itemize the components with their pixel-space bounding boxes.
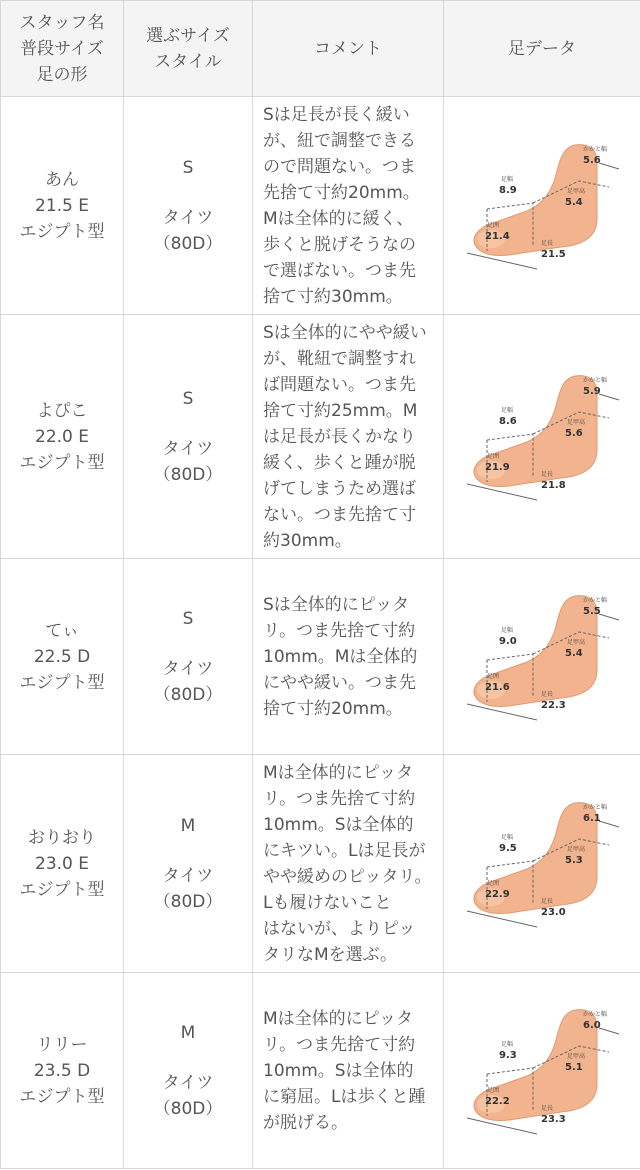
comment-line: にやや緩い。つま先 [263, 672, 416, 693]
spacer [124, 412, 252, 436]
length-label: 足長 [541, 239, 554, 247]
staff-cell [1, 559, 124, 755]
heel-line [599, 163, 619, 169]
staff-cell [1, 973, 124, 1169]
staff-name: リリー [36, 1034, 88, 1055]
denier-label: （80D） [153, 891, 223, 912]
instep-label: 足甲高 [567, 1052, 586, 1060]
foot-width-value: 9.3 [499, 1049, 517, 1061]
comment-line: Lも履けないこと [263, 892, 392, 913]
girth-label: 足囲 [487, 1086, 500, 1094]
girth-label: 足囲 [487, 879, 500, 887]
length-value: 21.5 [541, 248, 566, 260]
comment-line: が脱げる。 [263, 1112, 348, 1133]
instep-label: 足甲高 [567, 187, 586, 195]
foot-diagram [457, 592, 627, 722]
chosen-size: M [180, 815, 196, 836]
denier-label: （80D） [153, 1098, 223, 1119]
heel-line [599, 821, 619, 827]
chosen-size: M [180, 1022, 196, 1043]
comment-line: Mは全体的に緩く、 [263, 208, 414, 229]
foot-data-cell [444, 315, 640, 559]
instep-value: 5.3 [565, 854, 583, 866]
style-label: タイツ [162, 207, 214, 228]
comment-line: Mは全体的にピッタ [263, 1008, 413, 1029]
foot-data-cell [444, 755, 640, 973]
staff-shape: エジプト型 [19, 221, 105, 242]
staff-usual-size: 23.0 E [35, 853, 89, 874]
comment-line: 10mm。Sは全体的 [263, 814, 414, 835]
staff-shape: エジプト型 [19, 672, 105, 693]
girth-value: 21.4 [485, 230, 510, 242]
comment-cell [253, 755, 444, 973]
instep-value: 5.1 [565, 1061, 583, 1073]
staff-usual-size: 22.0 E [35, 426, 89, 447]
comment-line: にキツい。Lは足長が [263, 840, 426, 861]
heel-line [599, 614, 619, 620]
instep-value: 5.6 [565, 427, 583, 439]
table-row [1, 559, 640, 755]
comment-line: ので問題ない。つま [263, 156, 416, 177]
length-label: 足長 [541, 1104, 554, 1112]
staff-name: あん [45, 169, 79, 190]
heel-line [599, 1028, 619, 1034]
comment-line: Sは足長が長く緩い [263, 104, 410, 125]
foot-diagram [457, 799, 627, 929]
table-row [1, 97, 640, 315]
staff-name: てぃ [45, 620, 79, 641]
header-foot-data: 足データ [444, 1, 640, 97]
spacer [124, 181, 252, 205]
girth-value: 22.9 [485, 888, 510, 900]
comment-line: 緩く、歩くと踵が脱 [263, 452, 416, 473]
comment-line: 捨て寸約25mm。M [263, 400, 418, 421]
style-label: タイツ [162, 438, 214, 459]
size-style-cell [124, 973, 253, 1169]
comment-line: で選ばない。つま先 [263, 260, 416, 281]
denier-label: （80D） [153, 684, 223, 705]
staff-shape: エジプト型 [19, 452, 105, 473]
comment-line: ば問題ない。つま先 [263, 374, 416, 395]
length-value: 21.8 [541, 479, 566, 491]
size-style-cell [124, 97, 253, 315]
foot-width-label: 足幅 [501, 406, 514, 414]
staff-shape: エジプト型 [19, 879, 105, 900]
comment-line: やや緩めのピッタリ。 [263, 866, 432, 887]
girth-label: 足囲 [487, 221, 500, 229]
comment-cell [253, 97, 444, 315]
foot-diagram [457, 1006, 627, 1136]
length-label: 足長 [541, 470, 554, 478]
comment-line: が、靴紐で調整すれ [263, 348, 416, 369]
foot-width-label: 足幅 [501, 833, 514, 841]
comment-line: 約30mm。 [263, 530, 352, 551]
heel-width-value: 5.9 [583, 385, 601, 397]
staff-usual-size: 22.5 D [33, 646, 91, 667]
staff-shape: エジプト型 [19, 1086, 105, 1107]
comment-line: 先捨て寸約20mm。 [263, 182, 420, 203]
table-row [1, 973, 640, 1169]
comment-line: 捨て寸約20mm。 [263, 698, 403, 719]
staff-cell [1, 755, 124, 973]
comment-line: Mは全体的にピッタ [263, 762, 413, 783]
comment-line: 歩くと脱げそうなの [263, 234, 416, 255]
header-comment: コメント [253, 1, 444, 97]
chosen-size: S [182, 388, 194, 409]
comment-line: に窮屈。Lは歩くと踵 [263, 1086, 426, 1107]
comment-line: Sは全体的にピッタ [263, 594, 410, 615]
girth-label: 足囲 [487, 672, 500, 680]
heel-width-value: 5.5 [583, 605, 601, 617]
comment-line: げてしまうため選ば [263, 478, 416, 499]
style-label: タイツ [162, 1072, 214, 1093]
staff-cell [1, 315, 124, 559]
heel-line [599, 394, 619, 400]
heel-width-value: 6.0 [583, 1019, 601, 1031]
comment-line: リ。つま先捨て寸約 [263, 1034, 416, 1055]
comment-line: は足長が長くかなり [263, 426, 416, 447]
denier-label: （80D） [153, 233, 223, 254]
length-value: 23.3 [541, 1113, 566, 1125]
comment-cell [253, 559, 444, 755]
table-row [1, 755, 640, 973]
foot-width-label: 足幅 [501, 626, 514, 634]
comment-line: 10mm。Sは全体的 [263, 1060, 414, 1081]
heel-width-value: 5.6 [583, 154, 601, 166]
chosen-size: S [182, 157, 194, 178]
header-row [1, 1, 640, 97]
girth-value: 21.6 [485, 681, 510, 693]
spacer [124, 1046, 252, 1070]
instep-label: 足甲高 [567, 638, 586, 646]
instep-value: 5.4 [565, 196, 583, 208]
foot-diagram [457, 141, 627, 271]
staff-name: よぴこ [36, 400, 88, 421]
comment-line: リ。つま先捨て寸約 [263, 788, 416, 809]
girth-value: 22.2 [485, 1095, 510, 1107]
foot-data-cell [444, 559, 640, 755]
style-label: タイツ [162, 658, 214, 679]
comment-cell [253, 315, 444, 559]
instep-value: 5.4 [565, 647, 583, 659]
girth-label: 足囲 [487, 452, 500, 460]
foot-data-cell [444, 97, 640, 315]
length-label: 足長 [541, 690, 554, 698]
heel-width-label: かかと幅 [583, 596, 608, 604]
size-style-cell [124, 755, 253, 973]
foot-width-value: 8.9 [499, 184, 517, 196]
comment-line: Sは全体的にやや緩い [263, 322, 427, 343]
length-label: 足長 [541, 897, 554, 905]
spacer [124, 632, 252, 656]
chosen-size: S [182, 608, 194, 629]
table-row [1, 315, 640, 559]
staff-usual-size: 23.5 D [33, 1060, 91, 1081]
comment-cell [253, 973, 444, 1169]
comment-line: 10mm。Mは全体的 [263, 646, 418, 667]
comment-line: が、紐で調整できる [263, 130, 416, 151]
spacer [124, 839, 252, 863]
size-style-cell [124, 315, 253, 559]
header-size-style: 選ぶサイズ スタイル [124, 1, 253, 97]
style-label: タイツ [162, 865, 214, 886]
foot-width-value: 9.0 [499, 635, 517, 647]
foot-width-label: 足幅 [501, 175, 514, 183]
comment-line: ない。つま先捨て寸 [263, 504, 416, 525]
staff-name: おりおり [28, 827, 96, 848]
staff-usual-size: 21.5 E [35, 195, 89, 216]
comment-line: リ。つま先捨て寸約 [263, 620, 416, 641]
foot-data-cell [444, 973, 640, 1169]
heel-width-label: かかと幅 [583, 1010, 608, 1018]
heel-width-label: かかと幅 [583, 376, 608, 384]
comment-line: はないが、よりピッ [263, 918, 416, 939]
length-value: 22.3 [541, 699, 566, 711]
instep-label: 足甲高 [567, 418, 586, 426]
heel-width-value: 6.1 [583, 812, 601, 824]
header-staff: スタッフ名 普段サイズ 足の形 [1, 1, 124, 97]
foot-diagram [457, 372, 627, 502]
length-value: 23.0 [541, 906, 566, 918]
comment-line: タリなMを選ぶ。 [263, 944, 398, 965]
instep-label: 足甲高 [567, 845, 586, 853]
size-style-cell [124, 559, 253, 755]
denier-label: （80D） [153, 464, 223, 485]
comment-line: 捨て寸約30mm。 [263, 286, 403, 307]
heel-width-label: かかと幅 [583, 803, 608, 811]
girth-value: 21.9 [485, 461, 510, 473]
heel-width-label: かかと幅 [583, 145, 608, 153]
foot-width-value: 9.5 [499, 842, 517, 854]
foot-width-label: 足幅 [501, 1040, 514, 1048]
foot-width-value: 8.6 [499, 415, 517, 427]
staff-cell [1, 97, 124, 315]
